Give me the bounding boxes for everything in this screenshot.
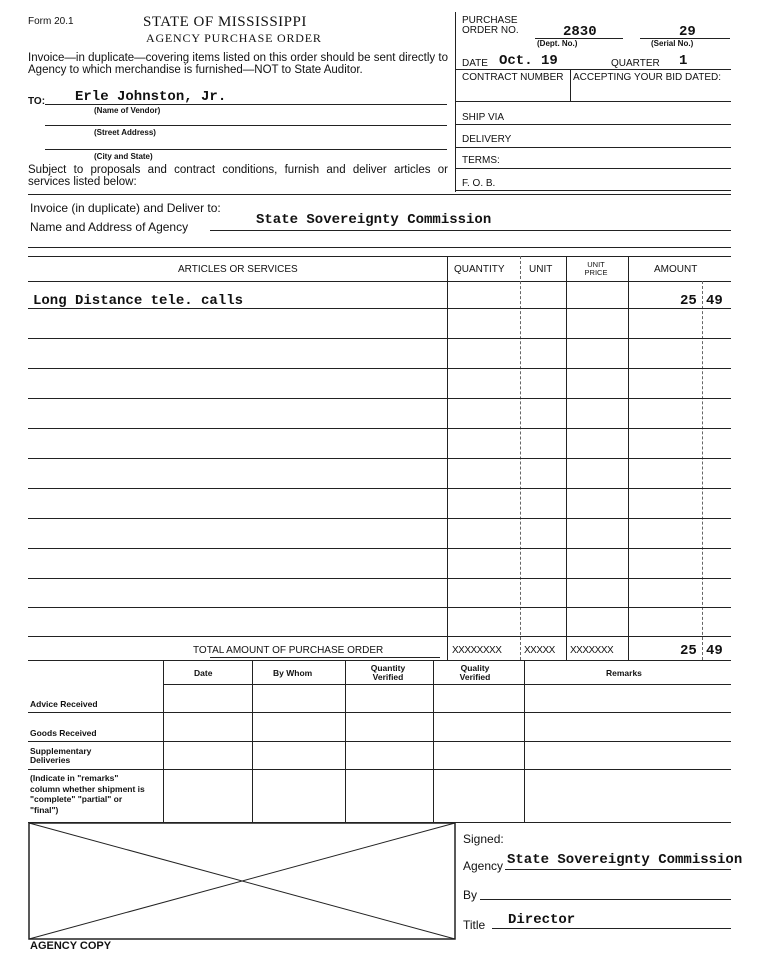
total-amount-cents: 49 xyxy=(706,643,723,659)
date-label: DATE xyxy=(462,58,488,69)
title-value: Director xyxy=(508,912,576,928)
instructions-text: Invoice—in duplicate—covering items listed on this order should be sent directly to Agency to which merchandise is furnished—NOT to State Auditor. xyxy=(28,52,448,76)
quarter-value: 1 xyxy=(679,53,688,69)
item-amount-cents: 49 xyxy=(706,293,723,309)
agency-name-label: Name and Address of Agency xyxy=(30,220,189,234)
dept-no-label: (Dept. No.) xyxy=(537,39,578,48)
col-header-quantity: QUANTITY xyxy=(454,264,505,275)
vendor-name-label: (Name of Vendor) xyxy=(94,106,161,115)
quarter-label: QUARTER xyxy=(611,58,660,69)
serial-number: 29 xyxy=(679,24,696,40)
header-divider xyxy=(455,12,456,192)
agency-copy-label: AGENCY COPY xyxy=(30,940,112,952)
item-amount-dollars: 25 xyxy=(680,293,697,309)
receipt-header-qty-verified: Quantity Verified xyxy=(370,663,406,682)
row-label-goods-received: Goods Received xyxy=(30,728,97,738)
terms-label: TERMS: xyxy=(462,155,500,166)
col-header-unit: UNIT xyxy=(529,264,553,275)
invoice-deliver-label: Invoice (in duplicate) and Deliver to: xyxy=(30,201,221,215)
by-signature-line xyxy=(480,899,731,900)
total-label: TOTAL AMOUNT OF PURCHASE ORDER xyxy=(193,645,384,656)
total-amount-dollars: 25 xyxy=(680,643,697,659)
agency-name-value: State Sovereignty Commission xyxy=(256,212,492,228)
ship-via-label: SHIP VIA xyxy=(462,112,505,123)
dept-number: 2830 xyxy=(563,24,597,40)
form-title: STATE OF MISSISSIPPI xyxy=(143,14,307,30)
total-unit: XXXXX xyxy=(524,645,555,656)
total-quantity: XXXXXXXX xyxy=(452,645,502,656)
bid-date-label: ACCEPTING YOUR BID DATED: xyxy=(573,72,721,83)
total-unit-price: XXXXXXX xyxy=(570,645,614,656)
receipt-header-quality-verified: Quality Verified xyxy=(459,663,491,682)
street-address-label: (Street Address) xyxy=(94,128,156,137)
col-header-unit-price: UNIT PRICE xyxy=(584,260,608,277)
title-label: Title xyxy=(463,918,486,932)
city-state-label: (City and State) xyxy=(94,152,153,161)
by-label: By xyxy=(463,888,478,902)
col-header-articles: ARTICLES OR SERVICES xyxy=(178,264,298,275)
form-number: Form 20.1 xyxy=(28,16,74,27)
fob-label: F. O. B. xyxy=(462,178,496,189)
item-article: Long Distance tele. calls xyxy=(33,293,244,309)
col-header-amount: AMOUNT xyxy=(654,264,698,275)
sig-agency-value: State Sovereignty Commission xyxy=(507,852,743,868)
vendor-name: Erle Johnston, Jr. xyxy=(75,89,227,105)
row-label-supplementary-deliveries: Supplementary Deliveries xyxy=(30,746,92,765)
serial-no-label: (Serial No.) xyxy=(651,39,694,48)
row-label-advice-received: Advice Received xyxy=(30,699,98,709)
delivery-label: DELIVERY xyxy=(462,134,512,145)
date-value: Oct. 19 xyxy=(499,53,558,69)
row-label-shipment-note: (Indicate in "remarks" column whether shipment is "complete" "partial" or "final") xyxy=(30,773,145,815)
receipt-header-date: Date xyxy=(194,668,213,678)
sig-agency-label: Agency xyxy=(463,859,504,873)
signed-label: Signed: xyxy=(463,832,504,846)
po-label: PURCHASE ORDER NO. xyxy=(462,15,519,36)
contract-number-label: CONTRACT NUMBER xyxy=(462,72,564,83)
crossed-out-box xyxy=(28,822,456,940)
form-subtitle: AGENCY PURCHASE ORDER xyxy=(146,31,322,45)
receipt-header-by-whom: By Whom xyxy=(273,668,313,678)
receipt-header-remarks: Remarks xyxy=(606,668,642,678)
subject-text: Subject to proposals and contract conditions, furnish and deliver articles or services listed below: xyxy=(28,164,448,188)
to-label: TO: xyxy=(28,96,46,107)
